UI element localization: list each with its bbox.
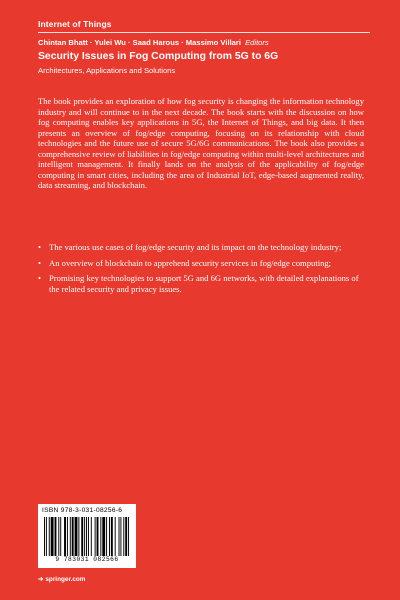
barcode-panel bbox=[38, 504, 136, 568]
barcode-bar bbox=[106, 517, 107, 556]
editor-names: Chintan Bhatt · Yulei Wu · Saad Harous · Massimo Villari bbox=[38, 38, 241, 47]
barcode-bar bbox=[120, 517, 121, 556]
barcode-bar bbox=[115, 517, 116, 556]
book-title: Security Issues in Fog Computing from 5G to 6G bbox=[38, 51, 279, 62]
feature-text: Promising key technologies to support 5G and 6G networks, with detailed explanations of the related security and privacy issues. bbox=[49, 273, 359, 294]
barcode-digits: 9 783031 082566 bbox=[55, 556, 119, 563]
barcode-bar bbox=[49, 517, 50, 556]
barcode-icon bbox=[44, 517, 130, 556]
barcode-bar bbox=[91, 517, 92, 556]
barcode-bar bbox=[64, 517, 66, 556]
barcode-bar bbox=[81, 517, 83, 556]
feature-list-item bbox=[38, 258, 364, 269]
barcode-bar bbox=[46, 517, 47, 556]
isbn-label: ISBN 978-3-031-08256-6 bbox=[42, 507, 123, 514]
barcode-bar bbox=[128, 517, 129, 556]
barcode-bar bbox=[84, 517, 85, 556]
arrow-right-icon: ➔ bbox=[38, 576, 44, 583]
barcode-bar bbox=[97, 517, 99, 556]
website-label: springer.com bbox=[45, 576, 86, 583]
editors-role: Editors bbox=[245, 38, 269, 47]
barcode-bar bbox=[119, 517, 120, 556]
feature-text: The various use cases of fog/edge security and its impact on the technology industry; bbox=[49, 242, 342, 252]
barcode-bar bbox=[95, 517, 96, 556]
feature-list-item bbox=[38, 242, 364, 253]
barcode-bar bbox=[51, 517, 54, 556]
editors-line bbox=[38, 38, 269, 47]
barcode-bar bbox=[100, 517, 101, 556]
feature-list-item bbox=[38, 273, 364, 294]
header-divider bbox=[38, 32, 370, 33]
barcode-bar bbox=[75, 517, 78, 556]
bullet-icon: • bbox=[38, 242, 42, 252]
bullet-icon: • bbox=[38, 257, 42, 268]
feature-list bbox=[38, 242, 364, 299]
barcode-bar bbox=[111, 517, 113, 556]
barcode-bar bbox=[109, 517, 110, 556]
barcode-bar bbox=[102, 517, 105, 556]
series-name: Internet of Things bbox=[38, 19, 112, 29]
barcode-bar bbox=[44, 517, 45, 556]
barcode-bar bbox=[55, 517, 57, 556]
book-description: The book provides an exploration of how fog security is changing the information technology industry and will continue to in the next decade. The book starts with the discussion on how fog computing enables key applications in 5G, the Internet of Things, and big data. It then presents an overview of fog/edge computing, focusing on its relationship with cloud technologies and the future use of secure 5G/6G communications. The book also provides a comprehensive review of liabilities in fog/edge computing within multi-level architectures and intelligent management. It finally lands on the analysis of the applicability of fog/edge computing in smart cities, including the area of Industrial IoT, edge-based augmented reality, data streaming, and blockchain. bbox=[38, 96, 364, 191]
barcode-bar bbox=[123, 517, 124, 556]
barcode-bar bbox=[67, 517, 68, 556]
barcode-bar bbox=[78, 517, 79, 556]
publisher-website[interactable] bbox=[38, 575, 86, 583]
barcode-bar bbox=[125, 517, 127, 556]
barcode-bar bbox=[86, 517, 87, 556]
barcode-bar bbox=[70, 517, 71, 556]
barcode-bar bbox=[88, 517, 89, 556]
barcode-bar bbox=[58, 517, 59, 556]
barcode-bar bbox=[60, 517, 61, 556]
feature-text: An overview of blockchain to apprehend security services in fog/edge computing; bbox=[49, 257, 332, 268]
barcode-bar bbox=[72, 517, 74, 556]
bullet-icon: • bbox=[38, 273, 42, 284]
book-subtitle: Architectures, Applications and Solutions bbox=[38, 66, 176, 75]
